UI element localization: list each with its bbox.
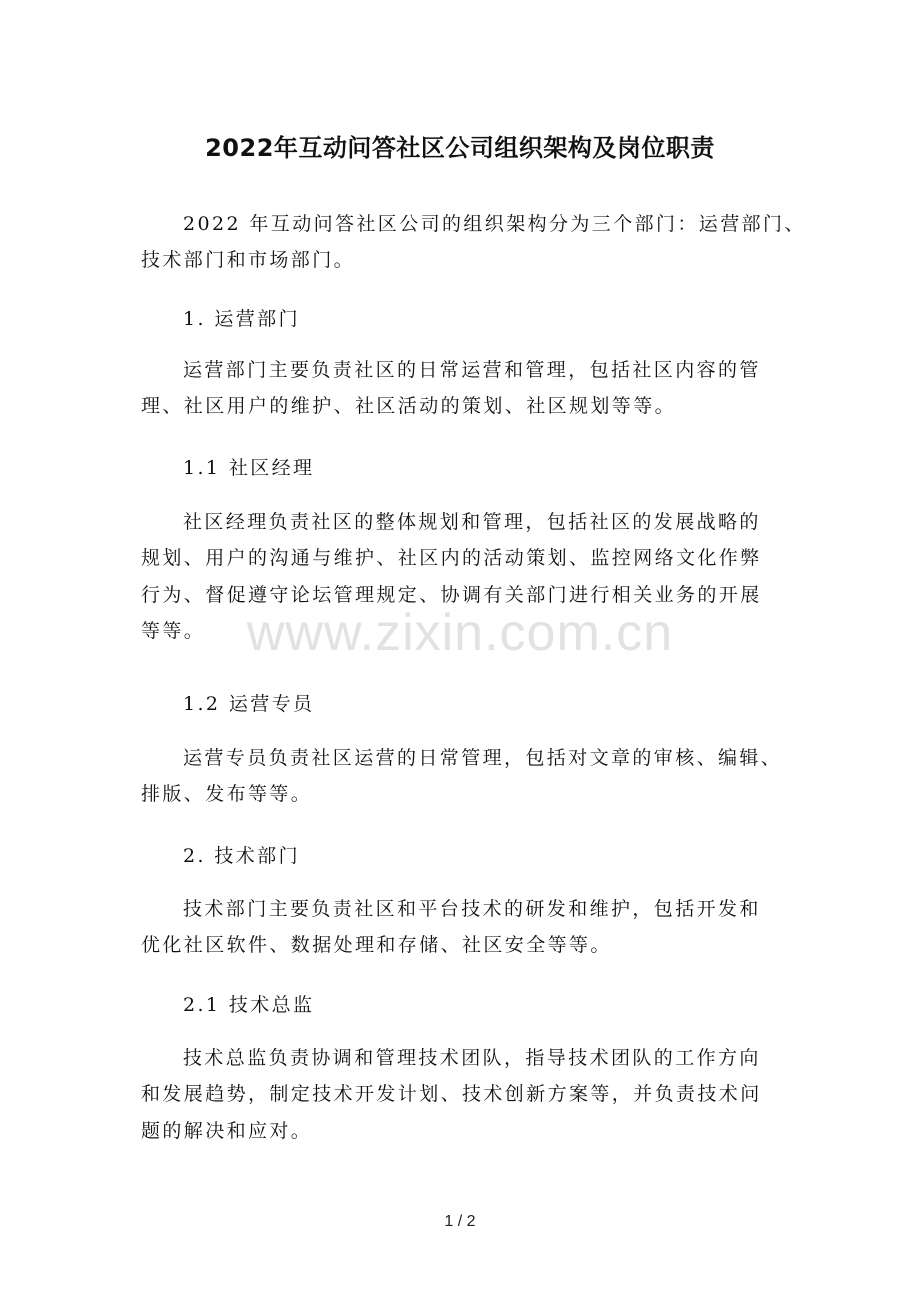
paragraph-line: 优化社区软件、数据处理和存储、社区安全等等。 [141, 934, 612, 957]
paragraph-line: 运营专员负责社区运营的日常管理，包括对文章的审核、编辑、 [183, 747, 783, 769]
section-heading: 2.1 技术总监 [183, 994, 315, 1016]
paragraph-line: 题的解决和应对。 [141, 1119, 313, 1142]
section-paragraph [141, 352, 801, 425]
paragraph-line: 排版、发布等等。 [141, 783, 313, 806]
paragraph-line: 理、社区用户的维护、社区活动的策划、社区规划等等。 [141, 395, 677, 418]
section-heading: 1. 运营部门 [183, 308, 300, 330]
section-paragraph [141, 504, 801, 649]
watermark: www.zixin.com.cn [246, 604, 674, 662]
paragraph-line: 规划、用户的沟通与维护、社区内的活动策划、监控网络文化作弊 [141, 547, 762, 570]
paragraph-line: 行为、督促遵守论坛管理规定、协调有关部门进行相关业务的开展 [141, 583, 762, 606]
section-heading: 1.1 社区经理 [183, 457, 315, 479]
section-heading: 2. 技术部门 [183, 845, 300, 867]
paragraph-line: 运营部门主要负责社区的日常运营和管理，包括社区内容的管 [183, 359, 761, 381]
section-heading: 1.2 运营专员 [183, 693, 315, 715]
paragraph-line: 2022 年互动问答社区公司的组织架构分为三个部门：运营部门、 [183, 213, 806, 235]
section-paragraph [141, 891, 801, 964]
intro-paragraph [141, 206, 806, 279]
paragraph-line: 社区经理负责社区的整体规划和管理，包括社区的发展战略的 [183, 511, 761, 533]
paragraph-line: 等等。 [141, 619, 206, 642]
paragraph-line: 技术部门主要负责社区和平台技术的研发和维护，包括开发和 [183, 898, 761, 920]
section-paragraph [141, 740, 801, 813]
section-paragraph [141, 1040, 801, 1149]
paragraph-line: 技术部门和市场部门。 [141, 249, 356, 272]
paragraph-line: 和发展趋势，制定技术开发计划、技术创新方案等，并负责技术问 [141, 1083, 762, 1106]
document-title: 2022年互动问答社区公司组织架构及岗位职责 [205, 134, 715, 162]
page-indicator: 1 / 2 [444, 1213, 476, 1230]
paragraph-line: 技术总监负责协调和管理技术团队，指导技术团队的工作方向 [183, 1047, 761, 1069]
